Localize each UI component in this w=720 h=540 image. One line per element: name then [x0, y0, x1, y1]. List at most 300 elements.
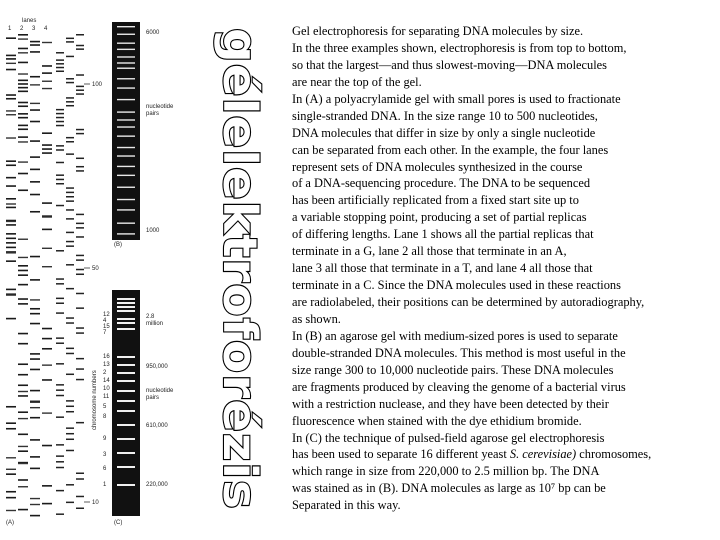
sequencing-band — [30, 313, 40, 315]
sequencing-band — [56, 444, 64, 446]
sequencing-band — [56, 149, 64, 151]
lanes-label: lanes — [22, 18, 37, 24]
sequencing-band — [56, 205, 64, 207]
sequencing-band — [66, 56, 74, 58]
sequencing-band — [66, 187, 74, 189]
sequencing-band — [6, 469, 16, 470]
sequencing-band — [18, 463, 28, 464]
chromosome-band — [117, 302, 135, 304]
panel-c-label-nucleotide: nucleotide — [146, 388, 174, 394]
sequencing-band — [6, 110, 16, 111]
sequencing-band — [6, 160, 16, 162]
sequencing-band — [18, 173, 28, 175]
panel-c-label-610000: 610,000 — [146, 423, 168, 429]
chromosome-number-label: 11 — [103, 394, 110, 400]
sequencing-band — [6, 491, 16, 493]
sequencing-band — [18, 87, 28, 89]
sequencing-band — [42, 144, 52, 146]
lane-number-1: 1 — [8, 26, 12, 32]
sequencing-band — [18, 161, 28, 162]
sequencing-band — [56, 298, 64, 300]
sequencing-band — [56, 302, 64, 304]
chromosome-band — [117, 466, 135, 468]
agarose-band — [117, 78, 135, 79]
sequencing-band — [56, 67, 64, 69]
sequencing-band — [18, 486, 28, 487]
sequencing-band — [6, 224, 16, 226]
agarose-band — [117, 56, 135, 57]
sequencing-band — [76, 379, 84, 381]
sequencing-band — [66, 348, 74, 350]
text-line: In the three examples shown, electrophoresis is from top to bottom, — [292, 40, 627, 55]
sequencing-band — [76, 332, 84, 334]
text-line: as shown. — [292, 311, 341, 326]
chromosome-band — [117, 306, 135, 308]
agarose-band — [117, 49, 135, 50]
sequencing-band — [66, 78, 74, 80]
tick-label-50: 50 — [92, 266, 99, 272]
sequencing-band — [6, 497, 16, 499]
sequencing-band — [56, 174, 64, 176]
sequencing-band — [76, 307, 84, 309]
sequencing-band — [56, 384, 64, 386]
sequencing-band — [76, 133, 84, 135]
sequencing-band — [18, 113, 28, 115]
sequencing-band — [30, 84, 40, 85]
sequencing-band — [18, 48, 28, 50]
sequencing-band — [42, 65, 52, 67]
panel-b-label-nucleotide: nucleotide — [146, 104, 174, 110]
sequencing-band — [56, 71, 64, 73]
sequencing-band — [18, 395, 28, 397]
sequencing-band — [6, 289, 16, 291]
sequencing-band — [42, 485, 52, 487]
sequencing-band — [56, 117, 64, 119]
sequencing-band — [66, 450, 74, 452]
chromosome-number-label: 6 — [103, 466, 107, 472]
sequencing-band — [30, 390, 40, 392]
sequencing-band — [76, 478, 84, 480]
sequencing-band — [6, 94, 16, 96]
sequencing-band — [66, 38, 74, 40]
chromosome-band — [117, 484, 135, 486]
text-line: of a DNA-sequencing procedure. The DNA to be sequenced — [292, 176, 591, 191]
sequencing-band — [30, 468, 40, 470]
chromosome-number-label: 3 — [103, 452, 107, 458]
sequencing-band — [30, 76, 40, 78]
sequencing-band — [56, 59, 64, 61]
sequencing-band — [66, 288, 74, 290]
sequencing-band — [30, 211, 40, 213]
sequencing-band — [18, 62, 28, 64]
text-line: Gel electrophoresis for separating DNA molecules by size. — [292, 24, 584, 38]
sequencing-band — [76, 170, 84, 172]
text-line: of differing lengths. Lane 1 shows all the partial replicas that — [292, 227, 594, 242]
sequencing-band — [56, 389, 64, 391]
chromosome-band — [117, 310, 135, 312]
chromosome-band — [117, 390, 135, 392]
sequencing-band — [56, 121, 64, 123]
chromosome-band — [117, 318, 135, 320]
chromosome-number-label: 13 — [103, 362, 110, 368]
species-name: S. cerevisiae) — [509, 447, 577, 462]
text-line: which range in size from 220,000 to 2.5 million bp. The DNA — [292, 464, 600, 479]
sequencing-band — [76, 86, 84, 88]
agarose-band — [117, 199, 135, 200]
chromosome-number-label: 10 — [103, 386, 110, 392]
sequencing-band — [6, 114, 16, 115]
chromosome-band — [117, 322, 135, 324]
sequencing-band — [30, 323, 40, 325]
chromosome-band — [117, 328, 135, 330]
sequencing-band — [66, 374, 74, 376]
text-line: terminate in a C. Since the DNA molecules used in these reactions — [292, 278, 621, 293]
sequencing-band — [6, 221, 16, 222]
agarose-band — [117, 135, 135, 136]
sequencing-band — [76, 358, 84, 360]
sequencing-band — [76, 422, 84, 424]
sequencing-band — [42, 328, 52, 330]
sequencing-band — [30, 504, 40, 505]
sequencing-band — [30, 358, 40, 360]
chromosome-band — [117, 298, 135, 300]
sequencing-band — [30, 353, 40, 355]
sequencing-band — [42, 42, 52, 43]
sequencing-band — [18, 384, 28, 386]
sequencing-band — [66, 241, 74, 243]
sequencing-band — [18, 125, 28, 127]
chromosome-number-label: 12 — [103, 312, 110, 318]
sequencing-band — [42, 338, 52, 340]
sequencing-band — [18, 509, 28, 511]
sequencing-band — [6, 198, 16, 200]
sequencing-band — [18, 363, 28, 365]
sequencing-band — [56, 455, 64, 457]
sequencing-band — [42, 229, 52, 231]
sequencing-band — [66, 192, 74, 194]
sequencing-band — [56, 250, 64, 252]
agarose-band — [117, 68, 135, 69]
vertical-title — [213, 28, 267, 510]
sequencing-band — [76, 166, 84, 168]
sequencing-band — [56, 145, 64, 147]
sequencing-band — [30, 299, 40, 300]
sequencing-band — [6, 98, 16, 100]
sequencing-band — [56, 183, 64, 185]
sequencing-band — [18, 34, 28, 36]
sequencing-band — [42, 152, 52, 154]
sequencing-band — [6, 510, 16, 511]
sequencing-band — [76, 74, 84, 76]
sequencing-band — [76, 274, 84, 276]
sequencing-band — [76, 129, 84, 131]
sequencing-band — [76, 327, 84, 329]
agarose-band — [117, 119, 135, 120]
sequencing-band — [18, 73, 28, 74]
sequencing-band — [30, 279, 40, 281]
sequencing-band — [18, 38, 28, 39]
sequencing-band — [42, 202, 52, 204]
sequencing-band — [76, 255, 84, 257]
sequencing-band — [6, 58, 16, 60]
sequencing-band — [76, 223, 84, 225]
sequencing-band — [6, 55, 16, 57]
sequencing-band — [66, 427, 74, 429]
chromosome-number-label: 9 — [103, 436, 107, 442]
sequencing-band — [30, 109, 40, 111]
lane-number-3: 3 — [32, 26, 36, 32]
sequencing-band — [66, 97, 74, 99]
sequencing-band — [18, 284, 28, 286]
sequencing-band — [6, 294, 16, 295]
sequencing-band — [18, 374, 28, 376]
sequencing-band — [30, 41, 40, 43]
sequencing-band — [18, 333, 28, 335]
sequencing-band — [42, 364, 52, 365]
sequencing-band — [6, 318, 16, 320]
panel-c-label-million: million — [146, 321, 164, 327]
sequencing-band — [76, 259, 84, 261]
sequencing-band — [6, 473, 16, 475]
chromosome-number-label: 8 — [103, 414, 107, 420]
sequencing-band — [56, 490, 64, 492]
panel-b-label-6000: 6000 — [146, 30, 160, 36]
sequencing-band — [6, 247, 16, 249]
sequencing-band — [42, 412, 52, 413]
sequencing-band — [56, 395, 64, 397]
sequencing-band — [30, 181, 40, 183]
sequencing-band — [18, 52, 28, 53]
sequencing-band — [66, 400, 74, 402]
agarose-band — [117, 147, 135, 148]
sequencing-band — [56, 363, 64, 365]
text-line: has been used to separate 16 different yeast S. cerevisiae) chromosomes, — [292, 447, 652, 462]
text-line: In (C) the technique of pulsed-field agarose gel electrophoresis — [292, 430, 605, 445]
sequencing-band — [18, 102, 28, 104]
sequencing-band — [56, 278, 64, 280]
sequencing-band — [42, 148, 52, 150]
sequencing-band — [30, 103, 40, 104]
panel-b-gel — [112, 22, 140, 240]
sequencing-band — [18, 141, 28, 142]
vertical-title-graphic — [213, 28, 267, 510]
panel-c-label-pairs: pairs — [146, 395, 160, 401]
sequencing-band — [56, 125, 64, 127]
sequencing-band — [6, 203, 16, 204]
text-line: DNA molecules that differ in size by only a single nucleotide — [292, 125, 596, 140]
chromosome-number-label: 15 — [103, 324, 110, 330]
sequencing-band — [42, 216, 52, 217]
chromosome-band — [117, 438, 135, 440]
sequencing-band — [66, 141, 74, 143]
sequencing-band — [30, 308, 40, 310]
chromosome-number-label: 4 — [103, 318, 107, 324]
sequencing-band — [18, 189, 28, 191]
sequencing-band — [66, 101, 74, 103]
sequencing-band — [18, 80, 28, 82]
sequencing-band — [76, 214, 84, 216]
sequencing-band — [76, 236, 84, 238]
lane-number-4: 4 — [44, 26, 48, 32]
sequencing-band — [76, 48, 84, 50]
agarose-band — [117, 126, 135, 127]
chromosome-band — [117, 452, 135, 454]
sequencing-band — [66, 41, 74, 43]
sequencing-band — [18, 136, 28, 138]
sequencing-band — [18, 450, 28, 452]
sequencing-band — [6, 185, 16, 187]
chromosome-band — [117, 380, 135, 382]
sequencing-band — [66, 353, 74, 355]
gel-figure — [0, 0, 190, 530]
sequencing-band — [6, 457, 16, 458]
tick-label-100: 100 — [92, 82, 103, 88]
sequencing-band — [56, 312, 64, 314]
sequencing-band — [6, 177, 16, 179]
sequencing-band — [66, 502, 74, 504]
chromosome-number-label: 7 — [103, 330, 107, 336]
agarose-band — [117, 26, 135, 27]
panel-b-label-1000: 1000 — [146, 228, 160, 234]
text-line: with a restriction nuclease, and they have been detected by their — [292, 396, 609, 411]
sequencing-band — [76, 45, 84, 47]
panel-c-axis-label: chromosome numbers — [92, 370, 98, 430]
sequencing-band — [56, 162, 64, 164]
agarose-band — [117, 99, 135, 100]
panel-c-label-220000: 220,000 — [146, 482, 168, 488]
sequencing-band — [18, 117, 28, 119]
text-line: are fragments produced by cleaving the genome of a bacterial virus — [292, 379, 626, 394]
sequencing-band — [42, 248, 52, 249]
sequencing-band — [18, 270, 28, 272]
sequencing-band — [30, 417, 40, 419]
sequencing-band — [6, 37, 16, 39]
sequencing-band — [56, 113, 64, 115]
sequencing-band — [66, 218, 74, 220]
text-line: Separated in this way. — [292, 498, 401, 513]
sequencing-band — [6, 422, 16, 424]
text-line: has been artificially replicated from a fixed start site up to — [292, 193, 579, 208]
sequencing-band — [56, 513, 64, 515]
text-line: fluorescence when stained with the dye ethidium bromide. — [292, 413, 582, 428]
sequencing-band — [18, 343, 28, 345]
sequencing-band — [42, 503, 52, 505]
sequencing-band — [6, 406, 16, 408]
sequencing-band — [76, 508, 84, 510]
sequencing-band — [42, 88, 52, 89]
lane-number-2: 2 — [20, 26, 24, 32]
agarose-band — [117, 175, 135, 176]
sequencing-band — [6, 242, 16, 244]
sequencing-band — [76, 293, 84, 295]
agarose-band — [117, 222, 135, 223]
sequencing-band — [66, 209, 74, 211]
chromosome-band — [117, 364, 135, 366]
chromosome-number-label: 14 — [103, 378, 110, 384]
sequencing-band — [18, 257, 28, 258]
chromosome-number-label: 2 — [103, 370, 107, 376]
sequencing-band — [18, 128, 28, 130]
sequencing-band — [18, 239, 28, 240]
sequencing-band — [6, 428, 16, 430]
sequencing-band — [30, 456, 40, 458]
text-line: so that the largest—and thus slowest-moving—DNA molecules — [292, 57, 608, 72]
sequencing-band — [30, 121, 40, 123]
sequencing-band — [30, 407, 40, 408]
sequencing-band — [18, 105, 28, 107]
sequencing-band — [30, 439, 40, 441]
sequencing-band — [76, 368, 84, 370]
panel-a-label: (A) — [6, 520, 14, 526]
sequencing-band — [76, 158, 84, 160]
sequencing-band — [30, 256, 40, 258]
agarose-band — [117, 187, 135, 188]
chromosome-number-label: 1 — [103, 482, 107, 488]
sequencing-band — [66, 105, 74, 107]
panel-c-label-950000: 950,000 — [146, 364, 168, 370]
sequencing-band — [76, 496, 84, 498]
sequencing-band — [66, 439, 74, 441]
sequencing-band — [6, 164, 16, 166]
panel-c-label: (C) — [114, 520, 123, 526]
sequencing-band — [66, 82, 74, 84]
agarose-band — [117, 209, 135, 210]
sequencing-band — [66, 232, 74, 234]
sequencing-band — [66, 317, 74, 319]
sequencing-band — [30, 44, 40, 46]
sequencing-band — [30, 156, 40, 158]
text-line: size range 300 to 10,000 nucleotide pairs. These DNA molecules — [292, 362, 614, 377]
sequencing-band — [30, 194, 40, 196]
agarose-band — [117, 166, 135, 167]
sequencing-band — [42, 72, 52, 74]
sequencing-band — [66, 484, 74, 486]
agarose-band — [117, 62, 135, 63]
sequencing-band — [42, 81, 52, 82]
text-line: a variable stopping point, producing a set of partial replicas — [292, 210, 587, 225]
chromosome-band — [117, 410, 135, 412]
sequencing-band — [42, 445, 52, 447]
sequencing-band — [76, 89, 84, 91]
sequencing-band — [56, 52, 64, 54]
sequencing-band — [56, 109, 64, 111]
agarose-band — [117, 155, 135, 156]
agarose-band — [117, 233, 135, 234]
text-line: represent sets of DNA molecules synthesized in the course — [292, 159, 583, 174]
agarose-band — [117, 87, 135, 88]
sequencing-band — [42, 348, 52, 350]
sequencing-band — [76, 269, 84, 271]
text-line: can be separated from each other. In the example, the four lanes — [292, 142, 609, 157]
sequencing-band — [66, 433, 74, 435]
sequencing-band — [66, 406, 74, 408]
panel-c-label-2-8: 2.8 — [146, 314, 155, 320]
panel-c-chromosome-numbers — [103, 312, 110, 488]
sequencing-band — [30, 515, 40, 517]
sequencing-band — [6, 207, 16, 209]
text-line: single-stranded DNA. In the size range 10 to 500 nucleotides, — [292, 108, 598, 123]
sequencing-band — [6, 233, 16, 235]
sequencing-band — [6, 63, 16, 64]
description-paragraph — [292, 23, 712, 514]
chromosome-number-label: 5 — [103, 404, 107, 410]
sequencing-band — [66, 200, 74, 202]
sequencing-band — [18, 274, 28, 276]
sequencing-band — [30, 51, 40, 53]
text-line: terminate in a G, lane 2 all those that terminate in an A, — [292, 244, 567, 259]
sequencing-band — [66, 245, 74, 247]
gel-figure-graphic — [0, 0, 190, 530]
